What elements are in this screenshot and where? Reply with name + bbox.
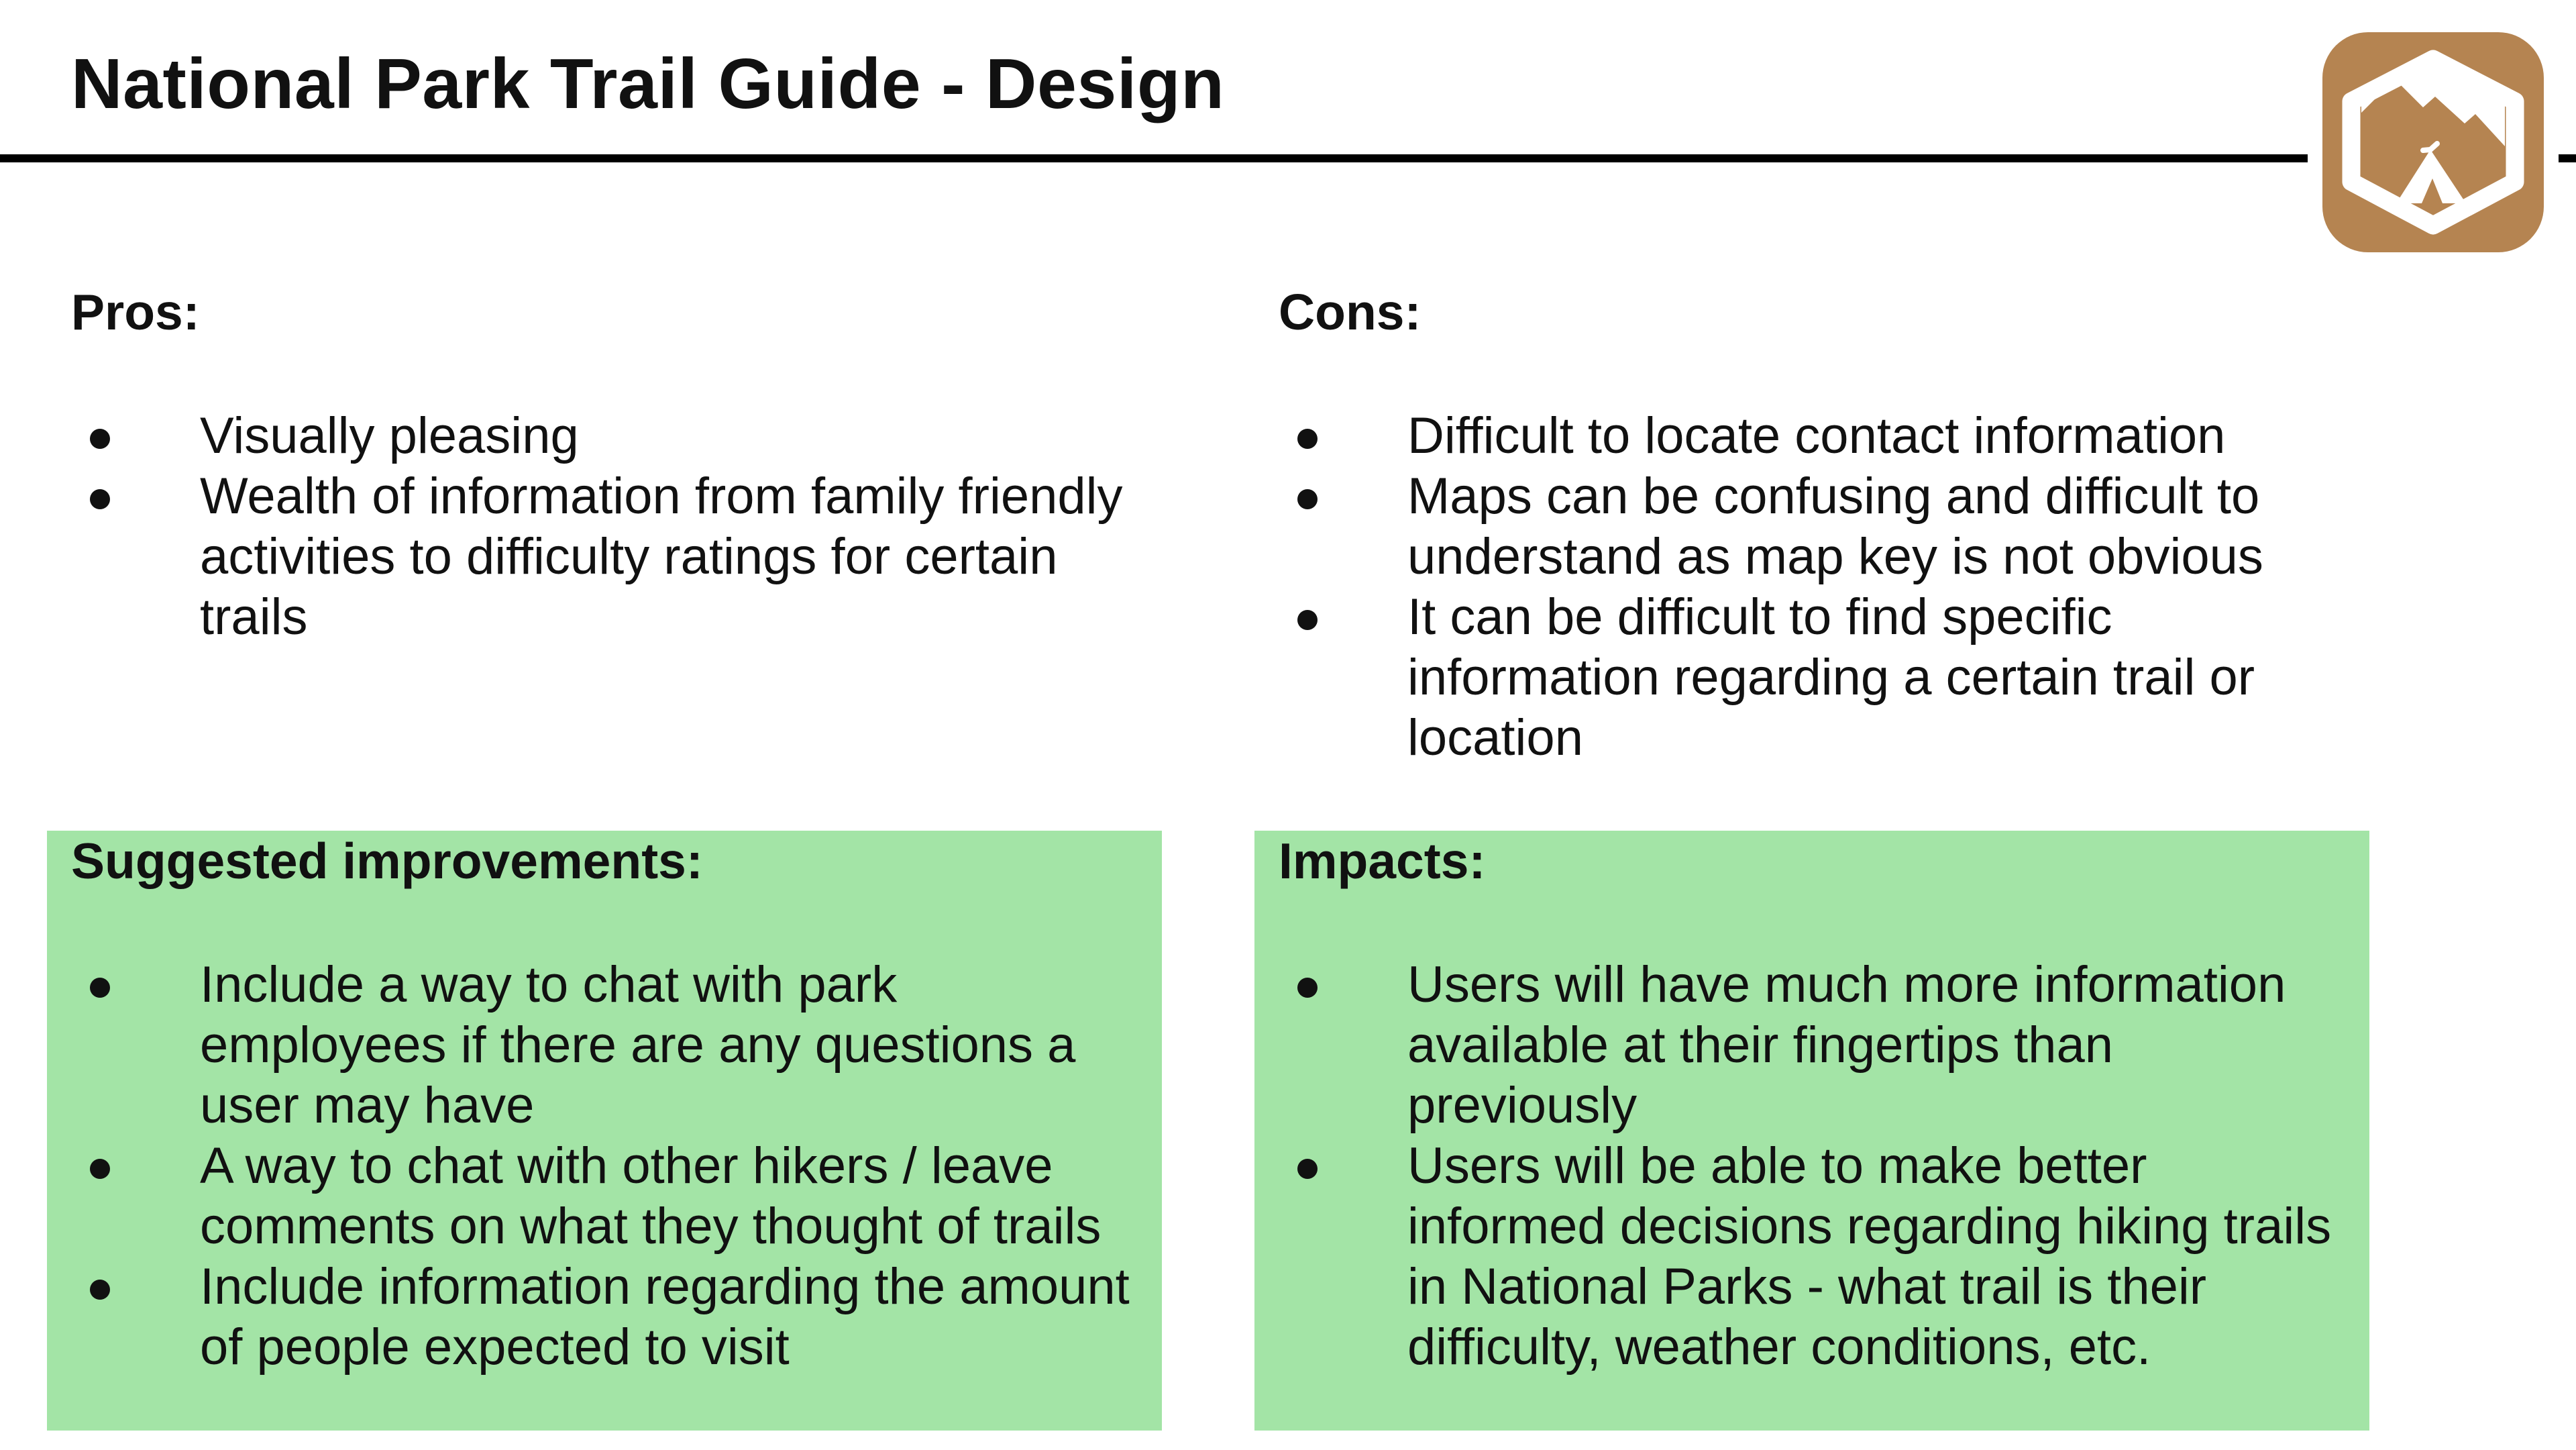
suggested-improvements-heading: Suggested improvements: — [71, 833, 703, 889]
mountain-tent-icon — [2322, 32, 2544, 252]
suggested-improvements-box — [47, 831, 1162, 1431]
cons-section — [1254, 282, 2368, 792]
pros-section — [47, 282, 1161, 792]
impacts-heading: Impacts: — [1279, 833, 1486, 889]
list-item: Visually pleasing — [71, 406, 1140, 466]
suggested-improvements-list — [71, 955, 1142, 1378]
list-item: It can be difficult to find specific information regarding a certain trail or location — [1279, 587, 2348, 768]
pros-list — [71, 406, 1140, 648]
list-item: Difficult to locate contact information — [1279, 406, 2348, 466]
cons-list — [1279, 406, 2348, 768]
cons-heading: Cons: — [1279, 284, 1421, 340]
impacts-list — [1279, 955, 2349, 1378]
list-item: A way to chat with other hikers / leave comments on what they thought of trails — [71, 1136, 1142, 1257]
impacts-box — [1254, 831, 2369, 1431]
list-item: Include information regarding the amount of people expected to visit — [71, 1257, 1142, 1378]
list-item: Wealth of information from family friendly activities to difficulty ratings for certain trails — [71, 466, 1140, 648]
mountain-tent-app-icon — [2322, 32, 2544, 252]
list-item: Users will have much more information available at their fingertips than previously — [1279, 955, 2349, 1136]
slide-title: National Park Trail Guide - Design — [71, 44, 1225, 123]
list-item: Maps can be confusing and difficult to understand as map key is not obvious — [1279, 466, 2348, 587]
title-divider — [0, 154, 2576, 162]
list-item: Include a way to chat with park employees if there are any questions a user may have — [71, 955, 1142, 1136]
list-item: Users will be able to make better informed decisions regarding hiking trails in National Parks - what trail is their difficulty, weather conditions, etc. — [1279, 1136, 2349, 1378]
pros-heading: Pros: — [71, 284, 200, 340]
